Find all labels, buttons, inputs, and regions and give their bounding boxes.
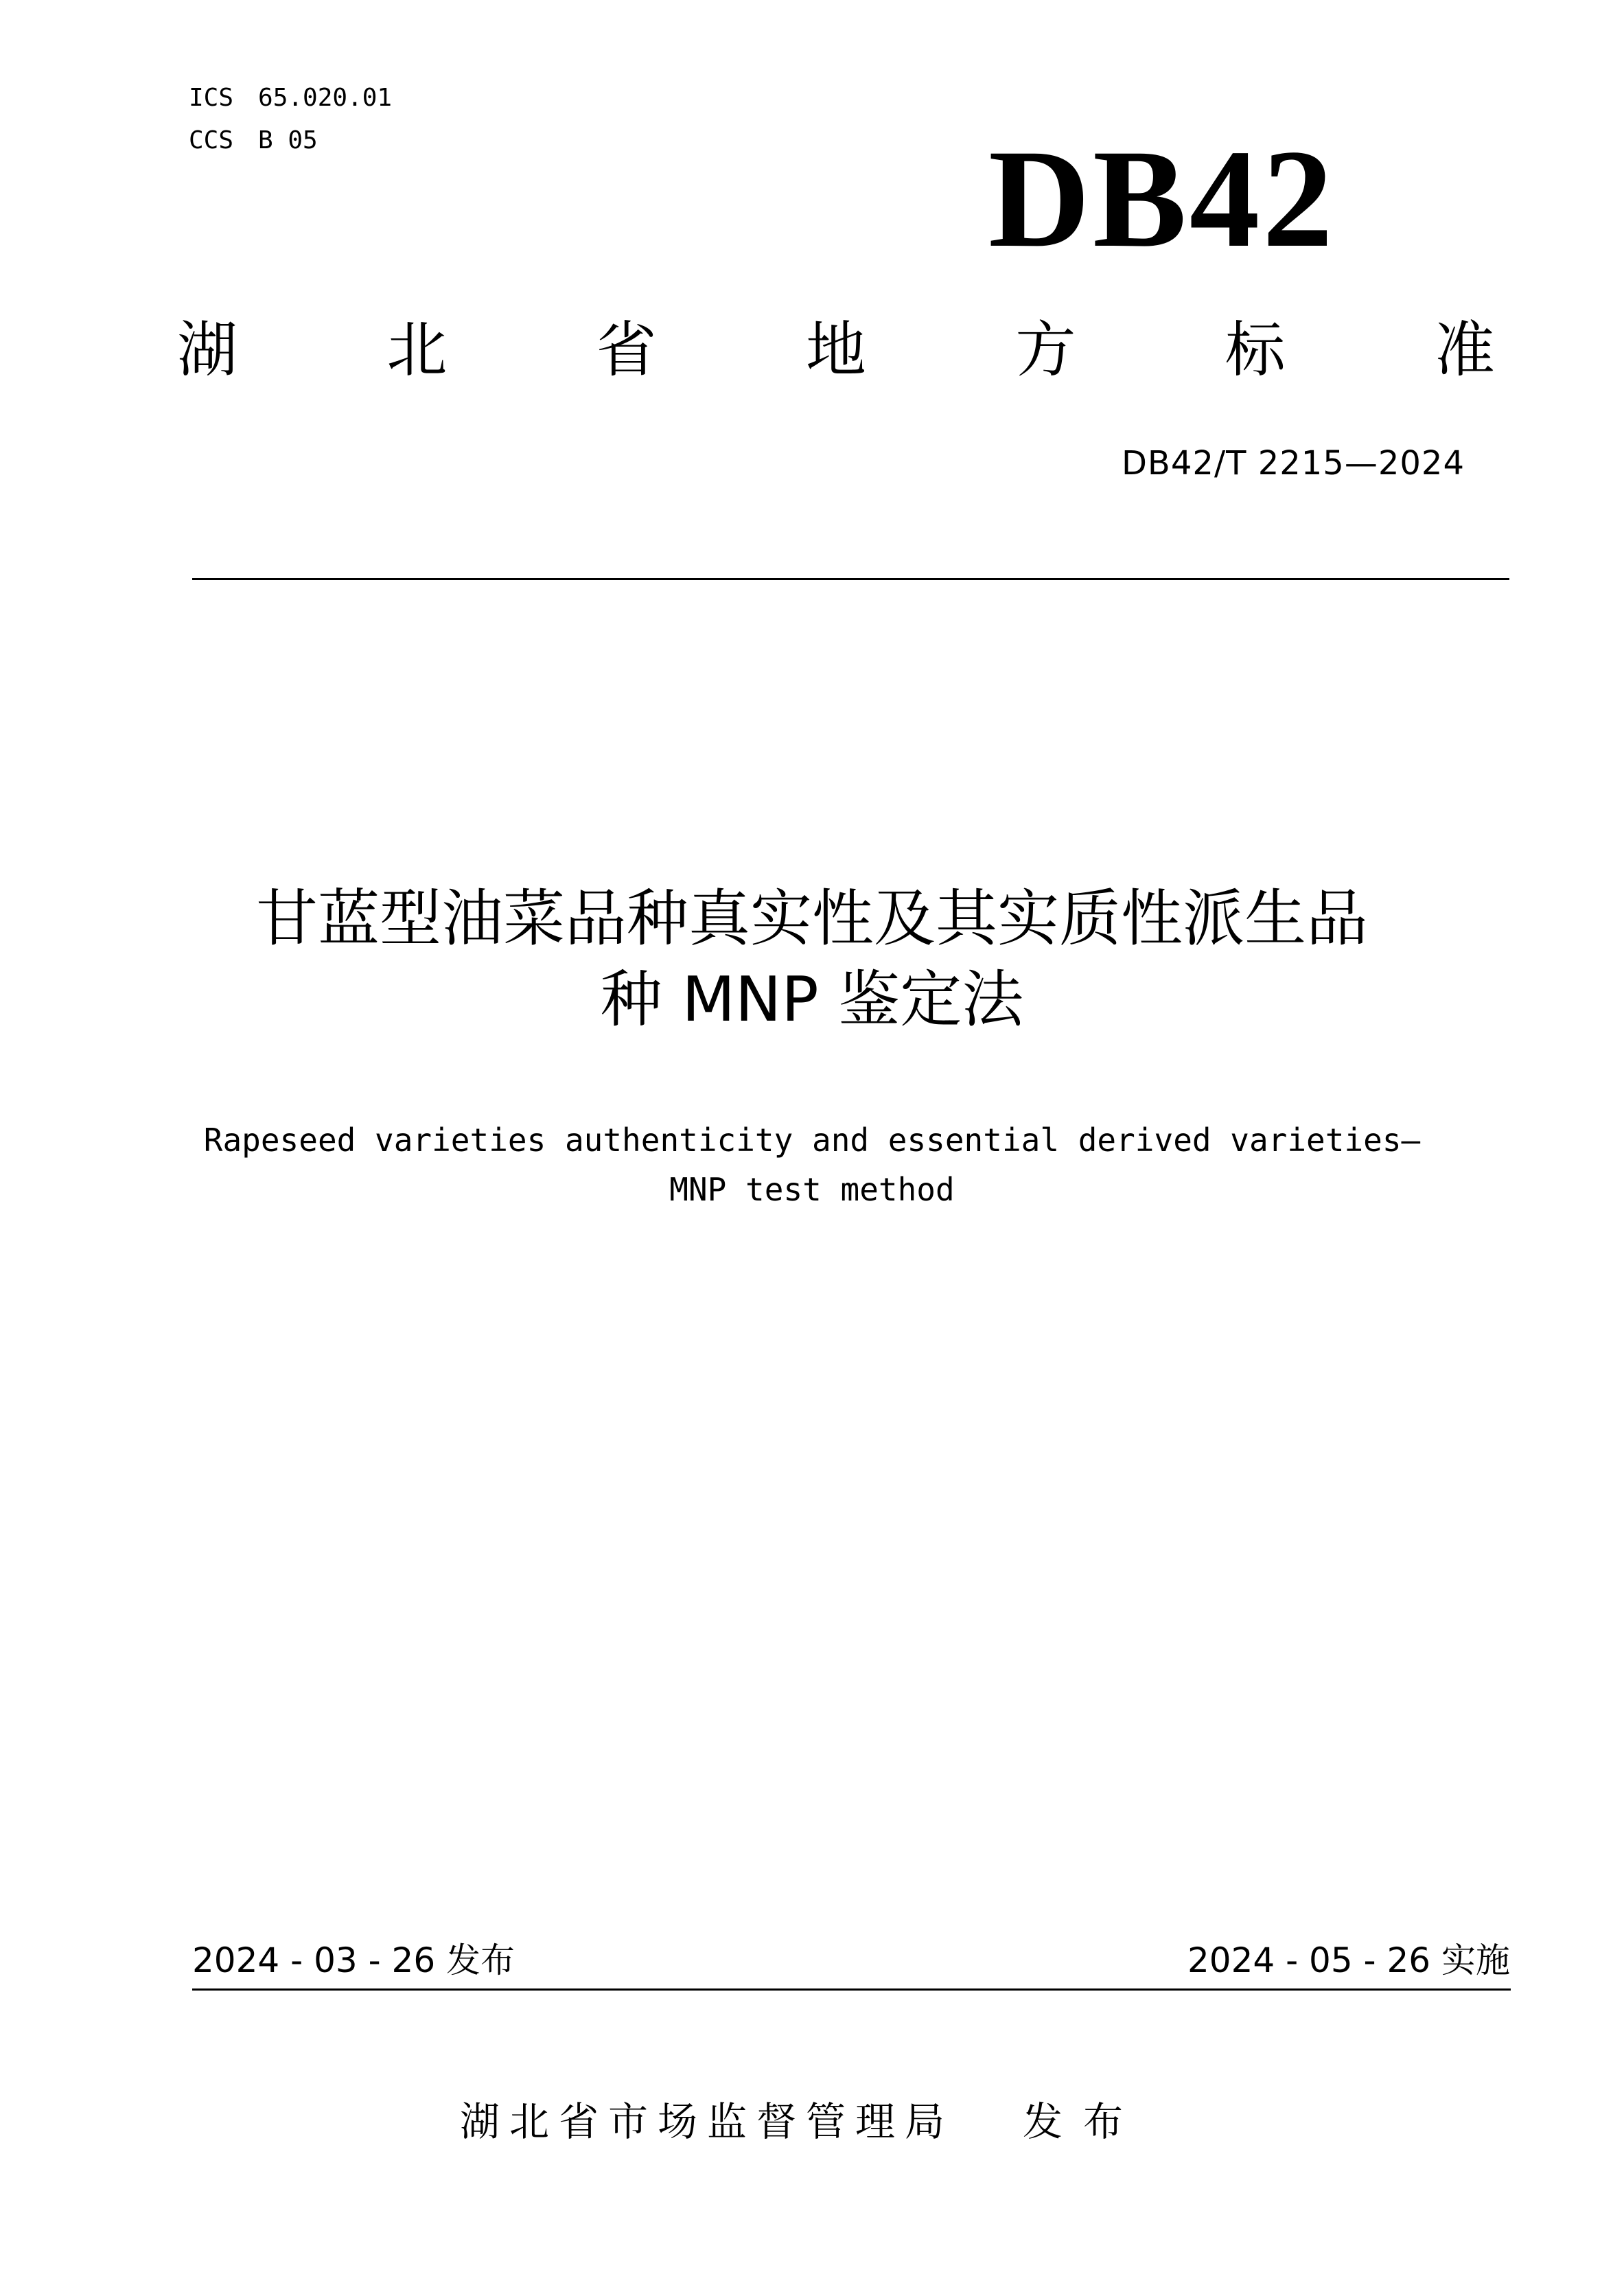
standard-number: DB42/T 2215—2024	[1121, 444, 1465, 483]
publisher-name: 湖北省市场监督管理局	[460, 2098, 955, 2145]
ics-label: ICS	[189, 84, 234, 112]
standard-type-char: 省	[596, 314, 657, 385]
issue-date: 2024 - 03 - 26 发布	[192, 1940, 515, 1980]
standard-type-char: 标	[1225, 314, 1286, 385]
bottom-divider	[192, 1988, 1511, 1991]
title-english-line-2: MNP test method	[669, 1171, 955, 1208]
standard-type-char: 湖	[177, 314, 238, 385]
title-english-line-1: Rapeseed varieties authenticity and essential derived varieties—	[203, 1122, 1421, 1159]
implementation-date: 2024 - 05 - 26 实施	[1187, 1940, 1510, 1980]
publisher	[460, 2097, 1144, 2146]
title-chinese-line-1: 甘蓝型油菜品种真实性及其实质性派生品	[256, 883, 1368, 955]
standard-type-char: 方	[1015, 314, 1076, 385]
publisher-action: 发布	[1023, 2098, 1144, 2145]
title-chinese-line-2: 种 MNP 鉴定法	[600, 964, 1024, 1036]
standard-type	[177, 316, 1495, 384]
ics-code: 65.020.01	[258, 84, 393, 112]
ccs-row	[189, 119, 392, 162]
db-logo: DB42	[988, 121, 1336, 277]
classification-codes	[189, 77, 392, 162]
title-english	[137, 1115, 1487, 1214]
standard-type-char: 地	[805, 314, 866, 385]
standard-type-char: 北	[386, 314, 448, 385]
title-chinese	[137, 879, 1487, 1041]
top-divider	[192, 578, 1509, 580]
ccs-label: CCS	[189, 126, 234, 154]
ccs-code: B 05	[258, 126, 318, 154]
standard-type-char: 准	[1434, 314, 1495, 385]
ics-row	[189, 77, 392, 119]
